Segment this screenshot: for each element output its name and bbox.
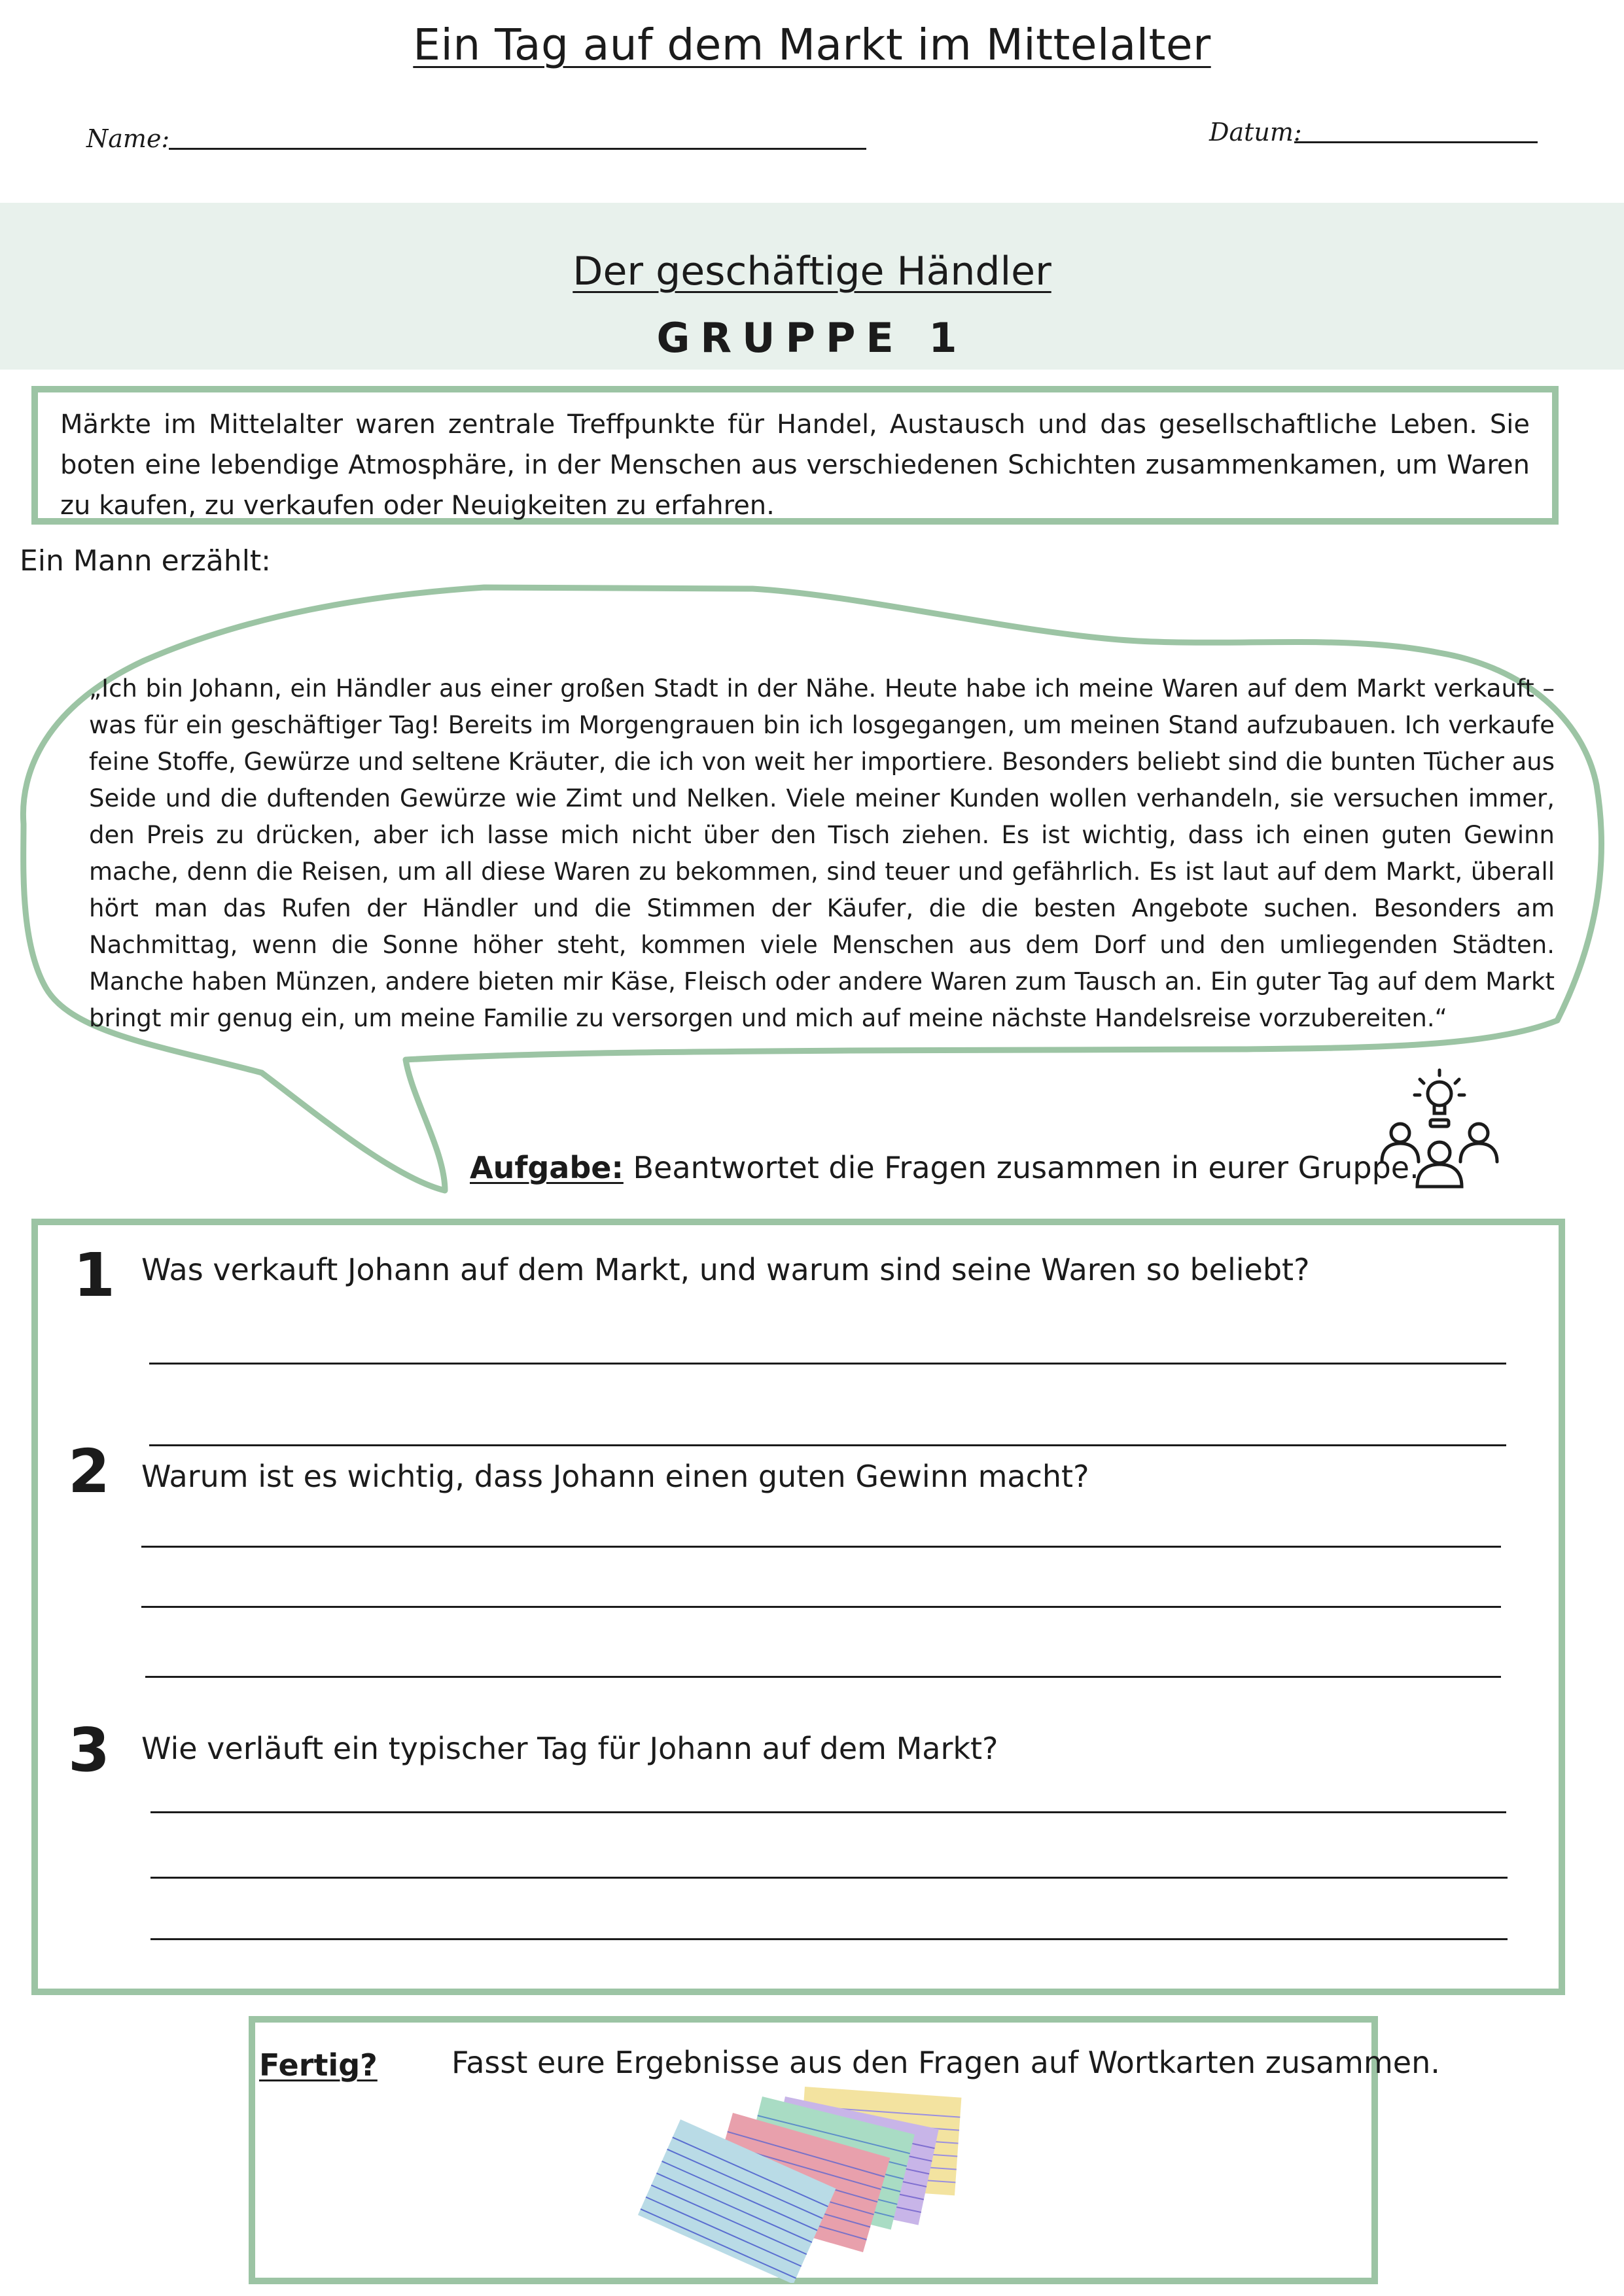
- group-idea-icon: [1374, 1066, 1505, 1197]
- answer-line[interactable]: [150, 1938, 1508, 1940]
- index-cards-icon: [622, 2074, 1014, 2283]
- finish-label: Fertig?: [259, 2047, 378, 2083]
- answer-line[interactable]: [150, 1811, 1506, 1813]
- answer-line[interactable]: [145, 1676, 1501, 1678]
- intro-box: Märkte im Mittelalter waren zentrale Treffpunkte für Handel, Austausch und das gesellschaftliche Leben. Sie boten eine lebendige Atmosphäre, in der Menschen aus verschiedenen Schichten zusammenkamen, um Waren zu kaufen, zu verkaufen oder Neuigkeiten zu erfahren.: [31, 386, 1559, 525]
- name-field[interactable]: [169, 148, 866, 150]
- question-text: Was verkauft Johann auf dem Markt, und warum sind seine Waren so beliebt?: [141, 1252, 1310, 1287]
- answer-line[interactable]: [141, 1606, 1501, 1608]
- answer-line[interactable]: [150, 1877, 1508, 1879]
- answer-line[interactable]: [149, 1444, 1506, 1446]
- question-text: Warum ist es wichtig, dass Johann einen guten Gewinn macht?: [141, 1459, 1089, 1494]
- date-field[interactable]: [1294, 141, 1538, 143]
- answer-line[interactable]: [149, 1363, 1506, 1365]
- merchant-quote: „Ich bin Johann, ein Händler aus einer großen Stadt in der Nähe. Heute habe ich meine Waren auf dem Markt verkauft – was für ein geschäftiger Tag! Bereits im Morgengrauen bin ich losgegangen, um meinen Stand aufzubauen. Ich verkaufe feine Stoffe, Gewürze und seltene Kräuter, die ich von weit her importiere. Besonders beliebt sind die bunten Tücher aus Seide und die duftenden Gewürze wie Zimt und Nelken. Viele meiner Kunden wollen verhandeln, sie versuchen immer, den Preis zu drücken, aber ich lasse mich nicht über den Tisch ziehen. Es ist wichtig, dass ich einen guten Gewinn mache, denn die Reisen, um all diese Waren zu bekommen, sind teuer und gefährlich. Es ist laut auf dem Markt, überall hört man das Rufen der Händler und die Stimmen der Käufer, die die besten Angebote suchen. Besonders am Nachmittag, wenn die Sonne höher steht, kommen viele Menschen aus dem Dorf und den umliegenden Städten. Manche haben Münzen, andere bieten mir Käse, Fleisch oder andere Waren zum Tausch an. Ein guter Tag auf dem Markt bringt mir genug ein, um meine Familie zu versorgen und mich auf meine nächste Handelsreise vorzubereiten.“: [89, 674, 1555, 1032]
- question-text: Wie verläuft ein typischer Tag für Johann auf dem Markt?: [141, 1731, 998, 1766]
- task-label: Aufgabe:: [470, 1150, 624, 1185]
- finish-text: Fasst eure Ergebnisse aus den Fragen auf Wortkarten zusammen.: [451, 2045, 1440, 2080]
- question-number: 2: [68, 1436, 111, 1506]
- name-label: Name:: [86, 124, 170, 153]
- task-instruction: [470, 1150, 1419, 1185]
- narrator-label: Ein Mann erzählt:: [20, 544, 271, 578]
- group-heading: GRUPPE 1: [656, 314, 968, 362]
- question-number: 1: [73, 1240, 116, 1310]
- section-subtitle: Der geschäftige Händler: [573, 249, 1051, 294]
- answer-line[interactable]: [141, 1546, 1501, 1548]
- question-number: 3: [68, 1715, 111, 1785]
- date-label: Datum:: [1209, 118, 1302, 147]
- task-text: Beantwortet die Fragen zusammen in eurer Gruppe.: [623, 1150, 1419, 1185]
- page-title: Ein Tag auf dem Markt im Mittelalter: [413, 20, 1211, 70]
